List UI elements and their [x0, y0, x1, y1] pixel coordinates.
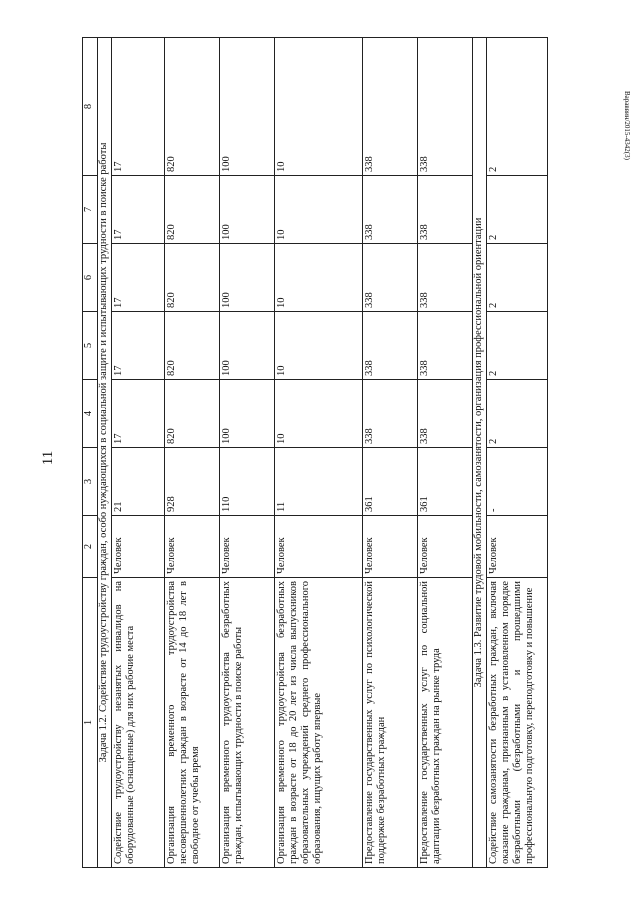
section-title: Задача 1.2. Содействие трудоустройству граждан, особо нуждающихся в социальной защите и испытывающих трудности в поиске работы — [98, 38, 112, 868]
row-value: 361 — [363, 448, 418, 516]
row-value: 820 — [165, 312, 220, 380]
row-value: 100 — [220, 312, 275, 380]
table-row — [487, 38, 548, 868]
section-title: Задача 1.3. Развитие трудовой мобильности, самозанятости, организация профессиональной ориентации — [473, 38, 487, 868]
col-header: 7 — [83, 176, 98, 244]
row-value: 338 — [418, 244, 473, 312]
row-description: Предоставление государственных услуг по социальной адаптации безработных граждан на рынке труда — [418, 578, 473, 868]
row-value: 338 — [418, 38, 473, 176]
table-row — [418, 38, 473, 868]
row-value: 17 — [112, 244, 165, 312]
section-row — [473, 38, 487, 868]
page-number: 11 — [40, 450, 56, 466]
row-description: Предоставление государственных услуг по психологической поддержке безработных граждан — [363, 578, 418, 868]
row-description: Организация временного трудоустройства безработных граждан, испытывающих трудности в поиске работы — [220, 578, 275, 868]
row-unit: Человек — [487, 516, 548, 578]
col-header: 8 — [83, 38, 98, 176]
row-value: 820 — [165, 38, 220, 176]
row-unit: Человек — [112, 516, 165, 578]
row-unit: Человек — [363, 516, 418, 578]
row-description: Организация временного трудоустройства несовершеннолетних граждан в возрасте от 14 до 18 лет в свободное от учебы время — [165, 578, 220, 868]
row-value: 17 — [112, 176, 165, 244]
col-header: 4 — [83, 380, 98, 448]
table-wrapper — [82, 38, 535, 868]
col-header: 6 — [83, 244, 98, 312]
rotated-table-area — [82, 38, 535, 868]
row-value: 21 — [112, 448, 165, 516]
indicators-table — [82, 37, 548, 868]
col-header: 3 — [83, 448, 98, 516]
table-row — [165, 38, 220, 868]
row-value: 338 — [363, 380, 418, 448]
section-row — [98, 38, 112, 868]
row-value: 2 — [487, 176, 548, 244]
row-unit: Человек — [275, 516, 363, 578]
row-value: 361 — [418, 448, 473, 516]
row-value: 338 — [363, 312, 418, 380]
row-value: 2 — [487, 38, 548, 176]
row-value: 10 — [275, 312, 363, 380]
row-value: 10 — [275, 380, 363, 448]
row-value: 820 — [165, 244, 220, 312]
row-unit: Человек — [220, 516, 275, 578]
row-value: 820 — [165, 176, 220, 244]
col-header: 2 — [83, 516, 98, 578]
row-value: 928 — [165, 448, 220, 516]
table-row — [275, 38, 363, 868]
row-value: 100 — [220, 380, 275, 448]
row-value: 820 — [165, 380, 220, 448]
row-value: 338 — [418, 176, 473, 244]
row-value: 338 — [363, 176, 418, 244]
row-unit: Человек — [418, 516, 473, 578]
table-row — [112, 38, 165, 868]
row-value: 11 — [275, 448, 363, 516]
row-value: 17 — [112, 380, 165, 448]
row-value: 10 — [275, 38, 363, 176]
row-value: 100 — [220, 176, 275, 244]
row-value: 10 — [275, 244, 363, 312]
row-description: Содействие самозанятости безработных граждан, включая оказание гражданам, признанным в установленном порядке безработными (безработными и прошедшими профессиональную подготовку, переподготовку и повышение — [487, 578, 548, 868]
row-value: 17 — [112, 38, 165, 176]
row-value: 338 — [418, 380, 473, 448]
row-value: 10 — [275, 176, 363, 244]
row-value: - — [487, 448, 548, 516]
row-value: 2 — [487, 312, 548, 380]
row-value: 100 — [220, 38, 275, 176]
table-row — [363, 38, 418, 868]
row-description: Организация временного трудоустройства безработных граждан в возрасте от 18 до 20 лет из числа выпускников образовательных учреждений среднего профессионального образования, ищущих работу впервые — [275, 578, 363, 868]
table-row — [220, 38, 275, 868]
col-header: 5 — [83, 312, 98, 380]
row-description: Содействие трудоустройству незанятых инвалидов на оборудованные (оснащенные) для них рабочие места — [112, 578, 165, 868]
row-value: 338 — [363, 244, 418, 312]
row-value: 100 — [220, 244, 275, 312]
row-value: 110 — [220, 448, 275, 516]
row-value: 2 — [487, 244, 548, 312]
row-value: 17 — [112, 312, 165, 380]
row-unit: Человек — [165, 516, 220, 578]
row-value: 2 — [487, 380, 548, 448]
col-header: 1 — [83, 578, 98, 868]
row-value: 338 — [363, 38, 418, 176]
row-value: 338 — [418, 312, 473, 380]
column-number-row — [83, 38, 98, 868]
document-code: Вараввин/2015-4342(3) — [623, 90, 631, 160]
